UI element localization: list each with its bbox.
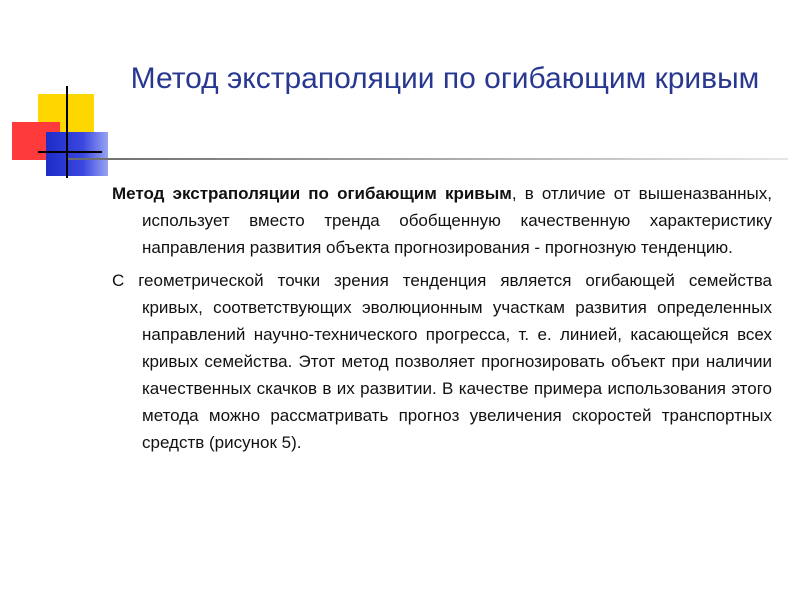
paragraph-1 — [112, 180, 772, 261]
vertical-line — [66, 86, 68, 178]
horizontal-line — [38, 151, 102, 153]
paragraph-1-bold-lead: Метод экстраполяции по огибающим кривым — [112, 184, 512, 203]
title-divider — [68, 158, 788, 160]
paragraph-2 — [112, 267, 772, 456]
slide-title: Метод экстраполяции по огибающим кривым — [130, 62, 760, 95]
paragraph-1-text: , в отличие от вышеназванных, использует вместо тренда обобщенную качественную характеристику направления развития объекта прогнозирования - прогнозную тенденцию. — [142, 184, 772, 257]
paragraph-2-text: С геометрической точки зрения тенденция является огибающей семейства кривых, соответствующих эволюционным участкам развития определенных направлений научно-технического прогресса, т. е. линией, касающейся всех кривых семейства. Этот метод позволяет прогнозировать объект при наличии качественных скачков в их развитии. В качестве примера использования этого метода можно рассматривать прогноз увеличения скоростей транспортных средств (рисунок 5). — [112, 271, 772, 452]
slide-body — [112, 180, 772, 462]
blue-square — [46, 132, 108, 176]
